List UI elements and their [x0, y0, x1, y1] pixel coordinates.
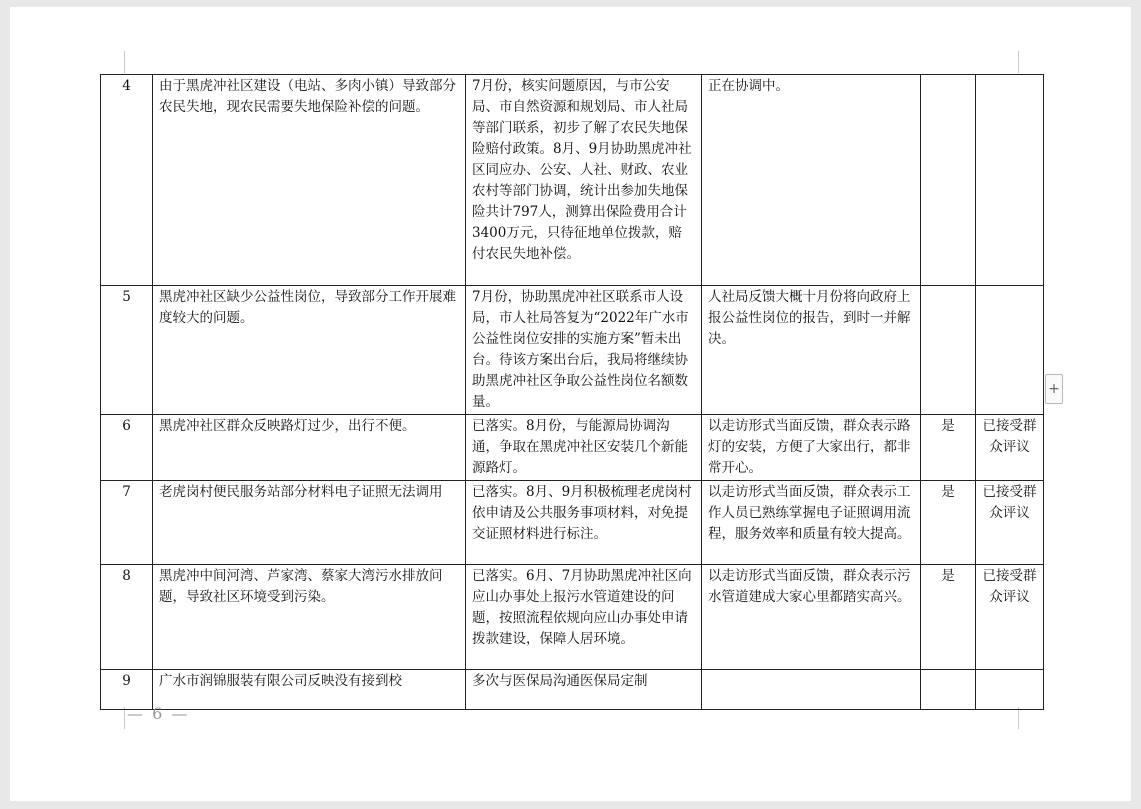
issue-cell: 黑虎冲中间河湾、芦家湾、蔡家大湾污水排放问题，导致社区环境受到污染。 [153, 565, 466, 670]
action-cell: 7月份，协助黑虎冲社区联系市人设局，市人社局答复为“2022年广水市公益性岗位安排的实施方案”暂未出台。待该方案出台后，我局将继续协助黑虎冲社区争取公益性岗位名额数量。 [466, 286, 702, 415]
resolved-cell: 是 [921, 415, 976, 481]
resolved-cell: 是 [921, 565, 976, 670]
evaluation-cell: 已接受群众评议 [976, 565, 1044, 670]
action-cell: 多次与医保局沟通医保局定制 [466, 670, 702, 710]
feedback-cell: 以走访形式当面反馈，群众表示工作人员已熟练掌握电子证照调用流程，服务效率和质量有较大提高。 [702, 481, 921, 565]
table-row [101, 670, 1044, 710]
evaluation-cell: 已接受群众评议 [976, 481, 1044, 565]
issue-cell: 黑虎冲社区群众反映路灯过少，出行不便。 [153, 415, 466, 481]
action-cell: 已落实。8月、9月积极梳理老虎岗村依申请及公共服务事项材料，对免提交证照材料进行标注。 [466, 481, 702, 565]
action-cell: 已落实。6月、7月协助黑虎冲社区向应山办事处上报污水管道建设的问题，按照流程依规向应山办事处申请拨款建设，保障人居环境。 [466, 565, 702, 670]
row-number: 4 [101, 75, 153, 286]
row-number: 8 [101, 565, 153, 670]
resolved-cell [921, 75, 976, 286]
row-number: 6 [101, 415, 153, 481]
resolved-cell: 是 [921, 481, 976, 565]
action-cell: 7月份，核实问题原因，与市公安局、市自然资源和规划局、市人社局等部门联系，初步了解了农民失地保险赔付政策。8月、9月协助黑虎冲社区同应办、公安、人社、财政、农业农村等部门协调，统计出参加失地保险共计797人，测算出保险费用合计3400万元，只待征地单位拨款，赔付农民失地补偿。 [466, 75, 702, 286]
table-row [101, 415, 1044, 481]
row-number: 5 [101, 286, 153, 415]
table-row [101, 565, 1044, 670]
action-cell: 已落实。8月份，与能源局协调沟通，争取在黑虎冲社区安装几个新能源路灯。 [466, 415, 702, 481]
evaluation-cell [976, 75, 1044, 286]
evaluation-cell [976, 670, 1044, 710]
issue-cell: 老虎岗村便民服务站部分材料电子证照无法调用 [153, 481, 466, 565]
table-row [101, 286, 1044, 415]
corner-mark [124, 707, 125, 729]
expand-button[interactable]: + [1045, 374, 1063, 404]
evaluation-cell: 已接受群众评议 [976, 415, 1044, 481]
corner-mark [1018, 51, 1019, 73]
feedback-cell: 以走访形式当面反馈，群众表示污水管道建成大家心里都踏实高兴。 [702, 565, 921, 670]
row-number: 7 [101, 481, 153, 565]
issue-cell: 由于黑虎冲社区建设（电站、多肉小镇）导致部分农民失地，现农民需要失地保险补偿的问题。 [153, 75, 466, 286]
feedback-cell [702, 670, 921, 710]
feedback-cell: 人社局反馈大概十月份将向政府上报公益性岗位的报告，到时一并解决。 [702, 286, 921, 415]
table-row [101, 75, 1044, 286]
problem-rectification-table [100, 74, 1044, 710]
evaluation-cell [976, 286, 1044, 415]
feedback-cell: 正在协调中。 [702, 75, 921, 286]
corner-mark [1018, 707, 1019, 729]
resolved-cell [921, 670, 976, 710]
issue-cell: 广水市润锦服装有限公司反映没有接到校 [153, 670, 466, 710]
row-number: 9 [101, 670, 153, 710]
page-number: — 6 — [127, 704, 190, 723]
feedback-cell: 以走访形式当面反馈，群众表示路灯的安装，方便了大家出行，都非常开心。 [702, 415, 921, 481]
issue-cell: 黑虎冲社区缺少公益性岗位，导致部分工作开展难度较大的问题。 [153, 286, 466, 415]
corner-mark [124, 51, 125, 73]
resolved-cell [921, 286, 976, 415]
table-row [101, 481, 1044, 565]
